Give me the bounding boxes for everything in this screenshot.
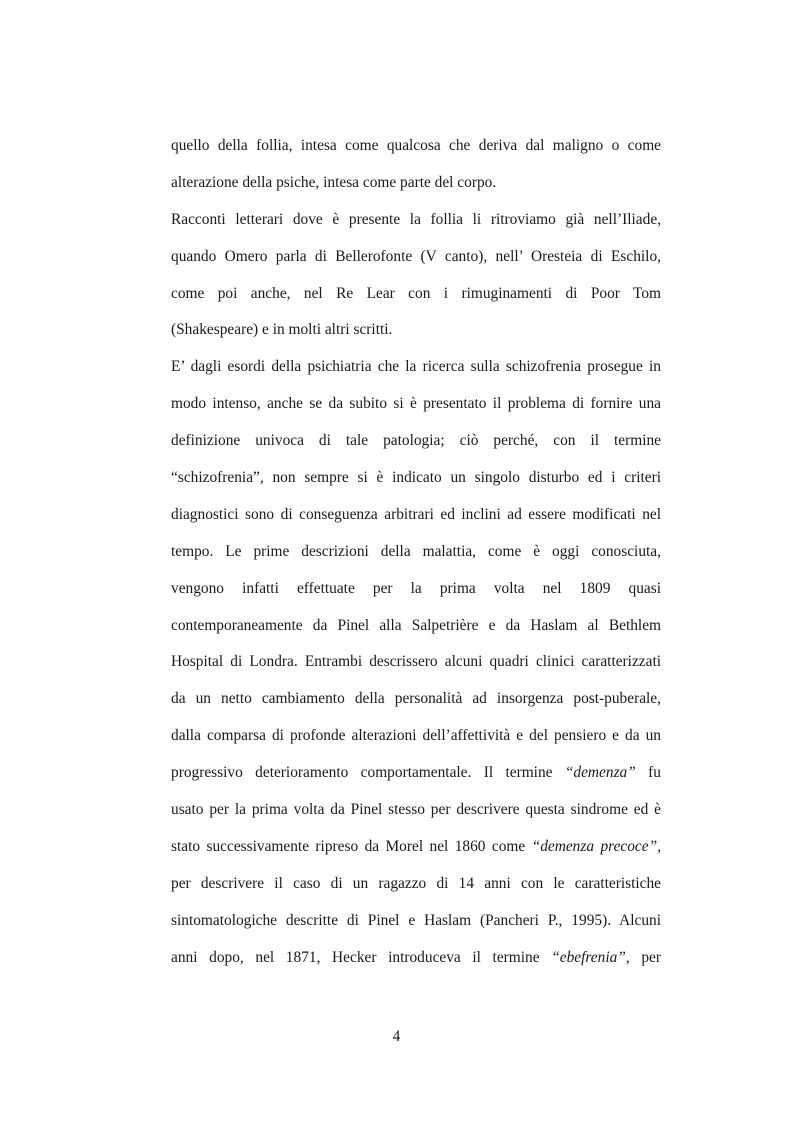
text-line	[171, 944, 661, 981]
text-segment: fu	[635, 764, 662, 782]
text-line: definizione univoca di tale patologia; ciò perché, con il termine	[171, 432, 661, 450]
text-line: (Shakespeare) e in molti altri scritti.	[171, 321, 393, 339]
text-line: quello della follia, intesa come qualcosa che deriva dal maligno o come	[171, 137, 661, 154]
italic-term: “demenza precoce”,	[531, 837, 661, 855]
text-line: diagnostici sono di conseguenza arbitrari ed inclini ad essere modificati nel	[171, 505, 661, 523]
text-line: E’ dagli esordi della psichiatria che la ricerca sulla schizofrenia prosegue in	[171, 358, 661, 376]
body-text	[171, 132, 661, 980]
text-line: come poi anche, nel Re Lear con i rimuginamenti di Poor Tom	[171, 284, 661, 302]
text-line: sintomatologiche descritte di Pinel e Haslam (Pancheri P., 1995). Alcuni	[171, 911, 661, 929]
text-segment: anni dopo, nel 1871, Hecker introduceva il termine	[171, 948, 552, 966]
text-line: Hospital di Londra. Entrambi descrissero alcuni quadri clinici caratterizzati	[171, 653, 661, 671]
text-line: Racconti letterari dove è presente la follia li ritroviamo già nell’Iliade,	[171, 210, 661, 228]
text-line: dalla comparsa di profonde alterazioni dell’affettività e del pensiero e da un	[171, 727, 661, 745]
text-segment: stato successivamente ripreso da Morel nel 1860 come	[171, 837, 532, 855]
text-line: “schizofrenia”, non sempre si è indicato un singolo disturbo ed i criteri	[171, 469, 661, 487]
text-segment: progressivo deterioramento comportamentale. Il termine	[171, 764, 565, 782]
text-line: modo intenso, anche se da subito si è presentato il problema di fornire una	[171, 395, 661, 413]
text-segment: , per	[625, 948, 661, 966]
text-line: da un netto cambiamento della personalità ad insorgenza post-puberale,	[171, 690, 661, 708]
text-line: per descrivere il caso di un ragazzo di 14 anni con le caratteristiche	[171, 874, 661, 892]
text-line	[171, 759, 661, 796]
text-line: quando Omero parla di Bellerofonte (V canto), nell’ Oresteia di Eschilo,	[171, 247, 661, 265]
text-line: tempo. Le prime descrizioni della malattia, come è oggi conosciuta,	[171, 542, 661, 560]
text-line	[171, 833, 661, 870]
italic-term: “ebefrenia”	[551, 948, 626, 966]
page-number: 4	[392, 1028, 401, 1045]
text-line: contemporaneamente da Pinel alla Salpetrière e da Haslam al Bethlem	[171, 616, 661, 634]
text-line: vengono infatti effettuate per la prima volta nel 1809 quasi	[171, 579, 661, 597]
italic-term: “demenza”	[564, 764, 636, 782]
text-line: alterazione della psiche, intesa come parte del corpo.	[171, 173, 497, 191]
text-line: usato per la prima volta da Pinel stesso per descrivere questa sindrome ed è	[171, 801, 661, 819]
